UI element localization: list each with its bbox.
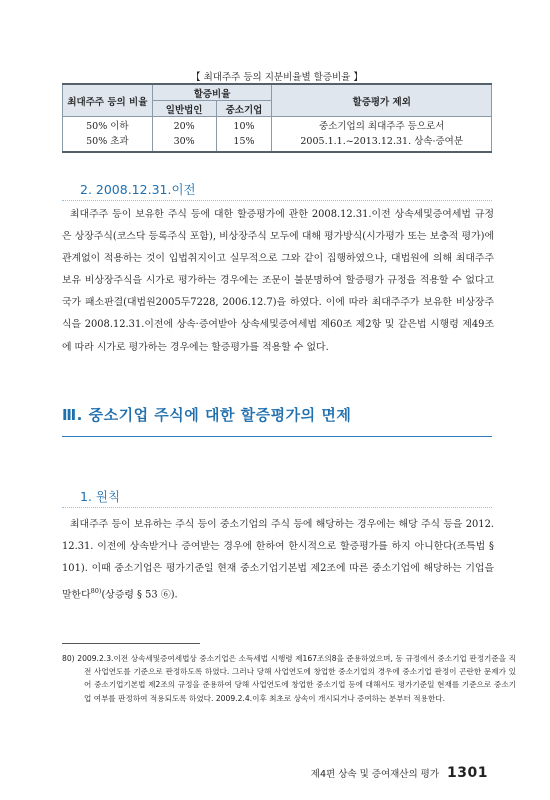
header-sme: 중소기업: [216, 101, 272, 117]
footnote-ref[interactable]: 80): [90, 587, 102, 596]
sme-cell: 10% 15%: [216, 117, 272, 153]
section-divider: [62, 507, 492, 508]
page-footer: [311, 765, 488, 781]
section-1-paragraph: 최대주주 등이 보유하는 주식 등이 중소기업의 주식 등에 해당하는 경우에는 해당 주식 등을 2012.12.31. 이전에 상속받거나 증여받는 경우에 한하여 한시적으로 할증평가를 하지 아니한다(조특법 § 101). 이때 중소기업은 평가기준일 현재 중소기업기본법 제2조에 따른 중소기업에 해당하는 기업을 말한다$^{80)}$(상증령 § 53 ⑥).: [62, 519, 494, 601]
footnote-80: 80) 2009.2.3.이전 상속세및증여세법상 중소기업은 소득세법 시행령 제167조의8을 준용하였으며, 동 규정에서 중소기업 판정기준을 직전 사업연도를 기준으로 판정하도록 하였다. 그러나 당해 사업연도에 창업한 중소기업의 경우에 중소기업 판정이 곤란한 문제가 있어 중소기업기본법 제2조의 규정을 준용하여 당해 사업연도에 창업한 중소기업 등에 대해서도 평가기준일 현재를 기준으로 중소기업 여부를 판정하여 적용되도록 하였다. 2009.2.4.이후 최초로 상속이 개시되거나 증여하는 분부터 적용한다.: [62, 654, 516, 703]
ratio-cell: 50% 이하 50% 초과: [63, 117, 153, 153]
header-general-corp: 일반법인: [152, 101, 216, 117]
chapter-divider: [62, 436, 492, 437]
footnote-divider: [62, 643, 200, 644]
exclusion-cell: 중소기업의 최대주주 등으로서 2005.1.1.~2013.12.31. 상속·증여분: [272, 117, 492, 153]
footer-label: 제4편 상속 및 증여재산의 평가: [310, 769, 440, 780]
table-caption: 【 최대주주 등의 지분비율별 할증비율 】: [191, 72, 363, 83]
general-cell: 20% 30%: [152, 117, 216, 153]
section-divider: [62, 200, 492, 201]
table-row: [63, 117, 492, 153]
header-premium-ratio: 할증비율: [152, 84, 272, 101]
premium-ratio-table: [62, 83, 492, 153]
header-exclusion: 할증평가 제외: [272, 84, 492, 117]
chapter-heading: Ⅲ. 중소기업 주식에 대한 할증평가의 면제: [62, 406, 352, 424]
section-heading-1: 1. 원칙: [80, 489, 121, 504]
section-heading-2: 2. 2008.12.31.이전: [80, 182, 196, 197]
page-number: 1301: [447, 765, 488, 781]
header-shareholder-ratio: 최대주주 등의 비율: [63, 84, 153, 117]
section-2-paragraph: 최대주주 등이 보유한 주식 등에 대한 할증평가에 관한 2008.12.31.이전 상속세및증여세법 규정은 상장주식(코스닥 등록주식 포함), 비상장주식 모두에 대해 평가방식(시가평가 또는 보충적 평가)에 관계없이 적용하는 것이 입법취지이고 실무적으로 그와 같이 집행하였으나, 대법원에 의해 최대주주 보유 비상장주식을 시가로 평가하는 경우에는 조문이 불분명하여 할증평가 규정을 적용할 수 없다고 국가 패소판결(대법원2005두7228, 2006.12.7)을 하였다. 이에 따라 최대주주가 보유한 비상장주식을 2008.12.31.이전에 상속·증여받아 상속세및증여세법 제60조 제2항 및 같은법 시행령 제49조에 따라 시가로 평가하는 경우에는 할증평가를 적용할 수 없다.: [62, 209, 494, 353]
